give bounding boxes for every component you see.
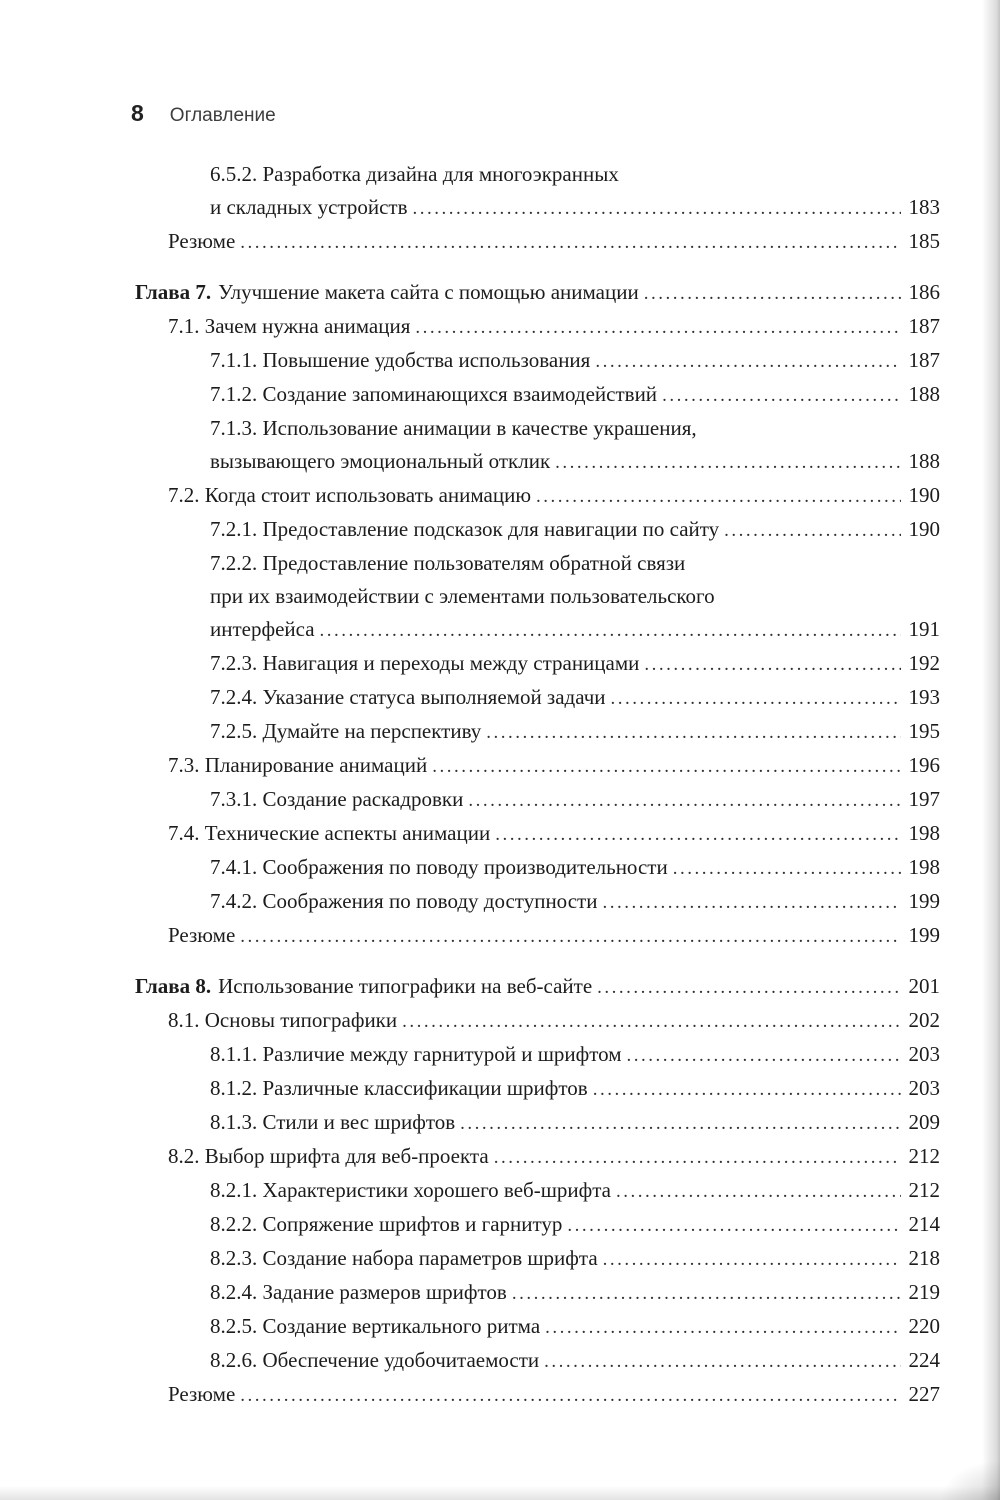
toc-dot-leader	[460, 1106, 901, 1140]
toc-page-number: 202	[908, 1008, 940, 1032]
toc-entry	[135, 1004, 940, 1038]
toc-line	[210, 1344, 940, 1378]
toc-entry-text: 7.1. Зачем нужна анимация	[168, 314, 411, 338]
toc-entry-text: 7.2.3. Навигация и переходы между страницами	[210, 651, 640, 675]
toc-entry	[135, 1174, 940, 1208]
toc-chapter-prefix: Глава 7.	[135, 280, 212, 304]
toc-entry-text: 8.2.3. Создание набора параметров шрифта	[210, 1246, 598, 1270]
toc-dot-leader	[495, 817, 901, 851]
toc-entry-text: 7.2.4. Указание статуса выполняемой задачи	[210, 685, 606, 709]
toc-entry	[135, 513, 940, 547]
toc-entry	[135, 647, 940, 681]
toc-dot-leader	[603, 1242, 901, 1276]
toc-dot-leader	[616, 1174, 901, 1208]
toc-dot-leader	[595, 344, 901, 378]
toc-dot-leader	[240, 919, 901, 953]
toc-dot-leader	[662, 378, 901, 412]
toc-line	[210, 1310, 940, 1344]
toc-entry	[135, 783, 940, 817]
toc-line	[210, 513, 940, 547]
toc-line	[210, 191, 940, 225]
toc-entry-text: 7.1.3. Использование анимации в качестве украшения,	[210, 416, 697, 440]
toc-entry-text: 7.2.5. Думайте на перспективу	[210, 719, 482, 743]
toc-dot-leader	[402, 1004, 901, 1038]
toc-entry-text: 8.2. Выбор шрифта для веб-проекта	[168, 1144, 489, 1168]
toc-entry	[135, 851, 940, 885]
toc-page-number: 198	[908, 821, 940, 845]
toc-dot-leader	[597, 970, 901, 1004]
toc-page-number: 224	[908, 1348, 940, 1372]
toc-page-number: 203	[908, 1076, 940, 1100]
toc-line	[210, 580, 940, 613]
toc-entry	[135, 681, 940, 715]
page-edge-shadow-right	[982, 0, 1000, 1500]
toc-line	[210, 445, 940, 479]
toc-line	[135, 276, 940, 310]
toc-dot-leader	[611, 681, 901, 715]
toc-entry-text: 7.2.1. Предоставление подсказок для навигации по сайту	[210, 517, 720, 541]
toc-line	[168, 1378, 940, 1412]
toc-dot-leader	[240, 225, 901, 259]
toc-page-number: 212	[908, 1144, 940, 1168]
toc-entry-text: 7.2. Когда стоит использовать анимацию	[168, 483, 532, 507]
toc-line	[168, 225, 940, 259]
toc-dot-leader	[593, 1072, 901, 1106]
toc-line	[210, 1106, 940, 1140]
toc-line	[210, 681, 940, 715]
toc-line	[210, 613, 940, 647]
toc-entry	[135, 1208, 940, 1242]
toc-entry-text: 8.2.4. Задание размеров шрифтов	[210, 1280, 507, 1304]
toc-page-number: 203	[908, 1042, 940, 1066]
toc-entry	[135, 1072, 940, 1106]
toc-line	[210, 344, 940, 378]
toc-entry-text: 8.1.3. Стили и вес шрифтов	[210, 1110, 456, 1134]
toc-page-number: 183	[908, 195, 940, 219]
toc-line	[210, 1276, 940, 1310]
toc-entry-text: 8.2.2. Сопряжение шрифтов и гарнитур	[210, 1212, 563, 1236]
toc-entry	[135, 378, 940, 412]
toc-entry-text: 8.1. Основы типографики	[168, 1008, 398, 1032]
toc-page-number: 214	[908, 1212, 940, 1236]
toc-page-number: 220	[908, 1314, 940, 1338]
toc-entry	[135, 412, 940, 479]
toc-line	[168, 1004, 940, 1038]
toc-entry	[135, 1310, 940, 1344]
toc-entry	[135, 344, 940, 378]
toc-chapter-prefix: Глава 8.	[135, 974, 212, 998]
toc-page-number: 188	[908, 382, 940, 406]
toc-dot-leader	[415, 310, 901, 344]
toc-page-number: 198	[908, 855, 940, 879]
toc-entry-text: 8.1.2. Различные классификации шрифтов	[210, 1076, 588, 1100]
toc-line	[168, 1140, 940, 1174]
page-edge-shadow-corner	[940, 1460, 1000, 1500]
toc-dot-leader	[512, 1276, 901, 1310]
toc-line	[210, 1208, 940, 1242]
toc-entry-text: 7.3. Планирование анимаций	[168, 753, 428, 777]
toc-line	[210, 715, 940, 749]
toc-entry	[135, 919, 940, 953]
toc-page-number: 193	[908, 685, 940, 709]
toc-entry	[135, 158, 940, 225]
toc-line	[210, 647, 940, 681]
toc-entry-text: и складных устройств	[210, 195, 408, 219]
toc-entry-text: 8.2.1. Характеристики хорошего веб-шрифта	[210, 1178, 611, 1202]
toc-line	[168, 749, 940, 783]
toc-dot-leader	[494, 1140, 901, 1174]
toc-entry	[135, 1038, 940, 1072]
toc-entry	[135, 1378, 940, 1412]
toc-entry-text: 6.5.2. Разработка дизайна для многоэкранных	[210, 162, 619, 186]
toc-entry-text: 7.1.1. Повышение удобства использования	[210, 348, 591, 372]
toc-dot-leader	[602, 885, 901, 919]
toc-line	[210, 1072, 940, 1106]
toc-page-number: 199	[908, 923, 940, 947]
toc-dot-leader	[644, 647, 901, 681]
toc-page-number: 186	[908, 280, 940, 304]
toc-page-number: 212	[908, 1178, 940, 1202]
toc-line	[210, 547, 940, 580]
toc-dot-leader	[413, 191, 901, 225]
toc-dot-leader	[544, 1344, 901, 1378]
toc-entry-text: 8.2.5. Создание вертикального ритма	[210, 1314, 541, 1338]
toc-entry-text: 7.4.1. Соображения по поводу производительности	[210, 855, 668, 879]
toc-line	[168, 919, 940, 953]
toc-page-number: 190	[908, 517, 940, 541]
toc-entry-text: вызывающего эмоциональный отклик	[210, 449, 551, 473]
toc-dot-leader	[627, 1038, 901, 1072]
toc-entry-text: 8.1.1. Различие между гарнитурой и шрифтом	[210, 1042, 622, 1066]
toc-page-number: 187	[908, 348, 940, 372]
toc-entry-text: Улучшение макета сайта с помощью анимации	[218, 280, 639, 304]
toc-page-number: 187	[908, 314, 940, 338]
toc-entry-text: 7.4.2. Соображения по поводу доступности	[210, 889, 598, 913]
toc-dot-leader	[545, 1310, 901, 1344]
toc-entry-text: Резюме	[168, 923, 236, 947]
toc-entry	[135, 885, 940, 919]
toc-entry	[135, 479, 940, 513]
toc-page-number: 197	[908, 787, 940, 811]
toc-entry-text: 7.4. Технические аспекты анимации	[168, 821, 491, 845]
toc-page-number: 201	[908, 974, 940, 998]
toc-entry	[135, 276, 940, 310]
toc-page-number: 209	[908, 1110, 940, 1134]
toc-entry-text: при их взаимодействии с элементами пользовательского	[210, 584, 715, 608]
toc-entry	[135, 970, 940, 1004]
toc-dot-leader	[567, 1208, 901, 1242]
toc-entry-text: 8.2.6. Обеспечение удобочитаемости	[210, 1348, 540, 1372]
toc-entry	[135, 817, 940, 851]
toc-dot-leader	[536, 479, 901, 513]
toc	[135, 158, 940, 1412]
toc-entry	[135, 1140, 940, 1174]
toc-entry-text: 7.3.1. Создание раскадровки	[210, 787, 464, 811]
toc-line	[210, 412, 940, 445]
toc-line	[210, 885, 940, 919]
toc-entry	[135, 715, 940, 749]
toc-page-number: 219	[908, 1280, 940, 1304]
running-title: Оглавление	[169, 105, 276, 126]
toc-line	[135, 970, 940, 1004]
toc-dot-leader	[555, 445, 901, 479]
toc-dot-leader	[486, 715, 901, 749]
toc-page-number: 191	[908, 617, 940, 641]
toc-line	[210, 158, 940, 191]
toc-entry	[135, 1276, 940, 1310]
toc-page-number: 199	[908, 889, 940, 913]
toc-entry	[135, 1106, 940, 1140]
toc-entry-text: 7.1.2. Создание запоминающихся взаимодействий	[210, 382, 658, 406]
toc-entry	[135, 547, 940, 647]
toc-line	[168, 817, 940, 851]
running-head	[131, 100, 276, 127]
toc-line	[210, 1038, 940, 1072]
toc-entry-text: интерфейса	[210, 617, 315, 641]
page-edge-shadow-bottom	[0, 1486, 1000, 1500]
toc-line	[168, 479, 940, 513]
toc-line	[210, 851, 940, 885]
toc-entry	[135, 1344, 940, 1378]
toc-dot-leader	[468, 783, 901, 817]
toc-entry	[135, 749, 940, 783]
toc-dot-leader	[644, 276, 901, 310]
toc-entry	[135, 310, 940, 344]
toc-page-number: 188	[908, 449, 940, 473]
toc-entry-text: Резюме	[168, 229, 236, 253]
toc-line	[210, 783, 940, 817]
toc-page-number: 227	[908, 1382, 940, 1406]
toc-line	[210, 1242, 940, 1276]
toc-page-number: 195	[908, 719, 940, 743]
page-number-folio: 8	[131, 100, 144, 126]
toc-dot-leader	[320, 613, 901, 647]
toc-page-number: 190	[908, 483, 940, 507]
toc-entry	[135, 1242, 940, 1276]
toc-line	[210, 1174, 940, 1208]
toc-entry-text: 7.2.2. Предоставление пользователям обратной связи	[210, 551, 686, 575]
toc-entry-text: Резюме	[168, 1382, 236, 1406]
toc-page-number: 196	[908, 753, 940, 777]
toc-page-number: 192	[908, 651, 940, 675]
toc-dot-leader	[673, 851, 901, 885]
toc-page-number: 218	[908, 1246, 940, 1270]
toc-line	[168, 310, 940, 344]
toc-page-number: 185	[908, 229, 940, 253]
toc-entry	[135, 225, 940, 259]
toc-line	[210, 378, 940, 412]
toc-entry-text: Использование типографики на веб-сайте	[218, 974, 593, 998]
toc-dot-leader	[432, 749, 901, 783]
toc-dot-leader	[240, 1378, 901, 1412]
toc-dot-leader	[724, 513, 901, 547]
